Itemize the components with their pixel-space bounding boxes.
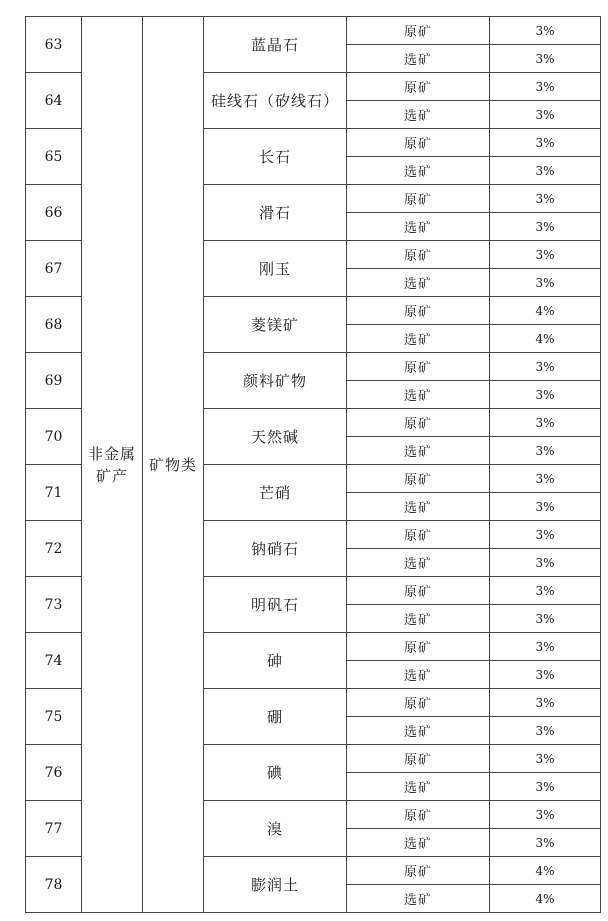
row-number: 75 — [26, 689, 82, 745]
tax-rate-processed: 3% — [490, 269, 601, 297]
ore-type-processed: 选矿 — [347, 269, 490, 297]
tax-rate-raw: 3% — [490, 17, 601, 45]
ore-type-raw: 原矿 — [347, 689, 490, 717]
mineral-name: 砷 — [204, 633, 347, 689]
ore-type-processed: 选矿 — [347, 717, 490, 745]
category-cell — [82, 17, 143, 913]
row-number: 70 — [26, 409, 82, 465]
ore-type-raw: 原矿 — [347, 633, 490, 661]
ore-type-processed: 选矿 — [347, 661, 490, 689]
row-number: 74 — [26, 633, 82, 689]
ore-type-raw: 原矿 — [347, 465, 490, 493]
row-number: 66 — [26, 185, 82, 241]
mineral-name: 硅线石（矽线石） — [204, 73, 347, 129]
tax-rate-processed: 3% — [490, 101, 601, 129]
subcategory-cell: 矿物类 — [143, 17, 204, 913]
row-number: 78 — [26, 857, 82, 913]
tax-rate-processed: 3% — [490, 661, 601, 689]
tax-rate-raw: 3% — [490, 129, 601, 157]
tax-rate-raw: 3% — [490, 465, 601, 493]
row-number: 73 — [26, 577, 82, 633]
ore-type-processed: 选矿 — [347, 493, 490, 521]
tax-rate-processed: 3% — [490, 773, 601, 801]
tax-rate-raw: 4% — [490, 857, 601, 885]
tax-rate-processed: 3% — [490, 381, 601, 409]
row-number: 67 — [26, 241, 82, 297]
ore-type-raw: 原矿 — [347, 129, 490, 157]
row-number: 76 — [26, 745, 82, 801]
ore-type-processed: 选矿 — [347, 549, 490, 577]
mineral-tax-rate-table — [25, 16, 601, 913]
ore-type-raw: 原矿 — [347, 241, 490, 269]
tax-rate-raw: 3% — [490, 801, 601, 829]
table-row — [26, 17, 601, 45]
mineral-name: 明矾石 — [204, 577, 347, 633]
tax-rate-processed: 3% — [490, 437, 601, 465]
tax-rate-raw: 3% — [490, 353, 601, 381]
mineral-name: 膨润土 — [204, 857, 347, 913]
tax-rate-processed: 3% — [490, 493, 601, 521]
ore-type-processed: 选矿 — [347, 605, 490, 633]
ore-type-raw: 原矿 — [347, 801, 490, 829]
tax-rate-raw: 3% — [490, 633, 601, 661]
mineral-name: 溴 — [204, 801, 347, 857]
ore-type-processed: 选矿 — [347, 773, 490, 801]
tax-rate-processed: 3% — [490, 45, 601, 73]
ore-type-raw: 原矿 — [347, 297, 490, 325]
tax-rate-processed: 4% — [490, 885, 601, 913]
tax-rate-processed: 3% — [490, 213, 601, 241]
mineral-name: 颜料矿物 — [204, 353, 347, 409]
table-body — [26, 17, 601, 913]
tax-rate-raw: 3% — [490, 689, 601, 717]
row-number: 64 — [26, 73, 82, 129]
mineral-name: 长石 — [204, 129, 347, 185]
row-number: 69 — [26, 353, 82, 409]
mineral-name: 天然碱 — [204, 409, 347, 465]
mineral-name: 滑石 — [204, 185, 347, 241]
row-number: 77 — [26, 801, 82, 857]
ore-type-processed: 选矿 — [347, 157, 490, 185]
mineral-name: 菱镁矿 — [204, 297, 347, 353]
tax-rate-processed: 3% — [490, 157, 601, 185]
tax-rate-raw: 4% — [490, 297, 601, 325]
ore-type-raw: 原矿 — [347, 17, 490, 45]
tax-rate-raw: 3% — [490, 409, 601, 437]
ore-type-processed: 选矿 — [347, 45, 490, 73]
ore-type-processed: 选矿 — [347, 885, 490, 913]
ore-type-raw: 原矿 — [347, 577, 490, 605]
ore-type-processed: 选矿 — [347, 101, 490, 129]
ore-type-raw: 原矿 — [347, 745, 490, 773]
tax-rate-raw: 3% — [490, 521, 601, 549]
ore-type-processed: 选矿 — [347, 381, 490, 409]
tax-rate-raw: 3% — [490, 577, 601, 605]
tax-rate-raw: 3% — [490, 73, 601, 101]
mineral-name: 碘 — [204, 745, 347, 801]
ore-type-processed: 选矿 — [347, 437, 490, 465]
category-line-1: 非金属 — [87, 444, 136, 463]
ore-type-raw: 原矿 — [347, 521, 490, 549]
ore-type-raw: 原矿 — [347, 409, 490, 437]
ore-type-processed: 选矿 — [347, 213, 490, 241]
row-number: 65 — [26, 129, 82, 185]
tax-rate-raw: 3% — [490, 241, 601, 269]
row-number: 71 — [26, 465, 82, 521]
mineral-name: 钠硝石 — [204, 521, 347, 577]
ore-type-processed: 选矿 — [347, 325, 490, 353]
mineral-name: 刚玉 — [204, 241, 347, 297]
tax-rate-processed: 3% — [490, 605, 601, 633]
tax-rate-processed: 4% — [490, 325, 601, 353]
row-number: 72 — [26, 521, 82, 577]
mineral-name: 芒硝 — [204, 465, 347, 521]
ore-type-raw: 原矿 — [347, 73, 490, 101]
row-number: 63 — [26, 17, 82, 73]
mineral-name: 硼 — [204, 689, 347, 745]
row-number: 68 — [26, 297, 82, 353]
tax-rate-processed: 3% — [490, 829, 601, 857]
ore-type-processed: 选矿 — [347, 829, 490, 857]
tax-rate-raw: 3% — [490, 745, 601, 773]
category-line-2: 矿产 — [95, 466, 128, 485]
ore-type-raw: 原矿 — [347, 185, 490, 213]
mineral-name: 蓝晶石 — [204, 17, 347, 73]
ore-type-raw: 原矿 — [347, 353, 490, 381]
ore-type-raw: 原矿 — [347, 857, 490, 885]
tax-rate-processed: 3% — [490, 717, 601, 745]
tax-rate-raw: 3% — [490, 185, 601, 213]
tax-rate-processed: 3% — [490, 549, 601, 577]
